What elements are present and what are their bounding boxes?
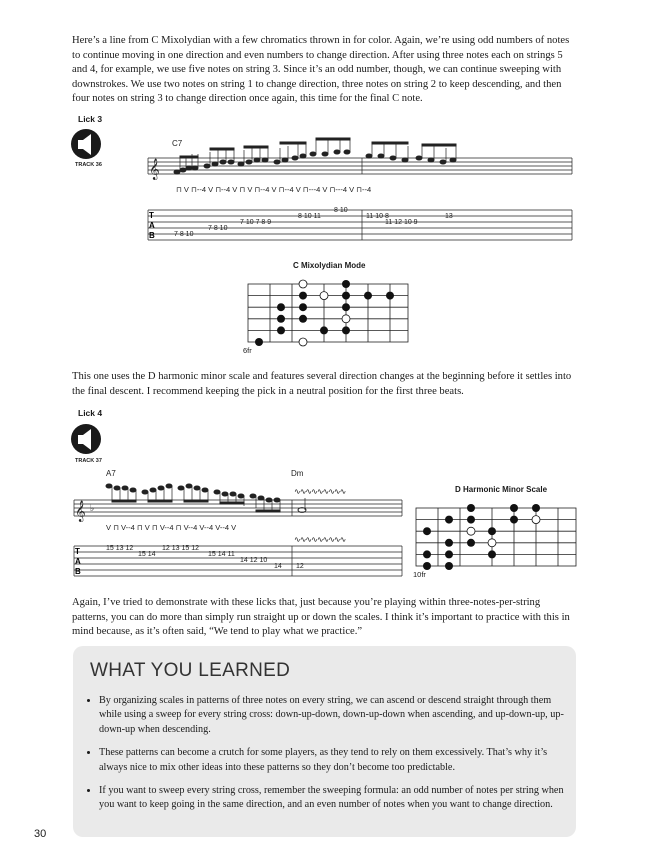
lick3-tab-string2c: 13 — [445, 213, 453, 220]
c-mixolydian-title: C Mixolydian Mode — [293, 261, 366, 270]
lick4-chord1: A7 — [106, 469, 116, 478]
audio-track-icon — [70, 128, 104, 162]
lick3-pick-pattern: ⊓ V ⊓--4 V ⊓--4 V ⊓ V ⊓--4 V ⊓--4 V ⊓---4 V ⊓---4 V ⊓--4 — [176, 185, 372, 194]
lick4-tab-string4b: 12 — [296, 563, 304, 570]
svg-text:T: T — [149, 211, 154, 220]
audio-track-icon — [70, 423, 104, 457]
lick3-label: Lick 3 — [78, 114, 103, 124]
lick3-tab-string3a: 7 10 7 8 9 — [240, 219, 272, 226]
c-mixolydian-diagram — [244, 276, 414, 356]
lick3-chord: C7 — [172, 139, 183, 148]
lick4-notation — [70, 466, 410, 582]
svg-text:𝄞: 𝄞 — [75, 501, 86, 521]
svg-text:A: A — [75, 557, 81, 566]
lick3-notation — [140, 134, 580, 244]
lick4-track: TRACK 37 — [75, 458, 102, 464]
learned-bullet: • These patterns can become a crutch for some players, as they tend to rely on them excessively. That’s why it’s always nice to mix other ideas into these patterns so they don’t become too predictable. — [99, 746, 569, 775]
svg-text:B: B — [75, 567, 81, 576]
lick4-tab-string1c: 15 14 — [138, 551, 156, 558]
lick3-tab-string4: 7 8 10 — [208, 225, 228, 232]
lick4-tab-string1: 15 13 12 — [106, 545, 134, 552]
lick4-tab-string1b: 12 13 15 12 — [162, 545, 199, 552]
closing-paragraph: Again, I’ve tried to demonstrate with these licks that, just because you’re playing within three-notes-per-string patterns, you can do more than simply run straight up or down the scales. I think it’s important to practice with this in mind because, as it’s often said, “We tend to play what we practice.” — [72, 597, 570, 638]
svg-text:T: T — [75, 547, 80, 556]
svg-text:B: B — [149, 231, 155, 240]
svg-text:∿∿∿∿∿∿∿∿∿: ∿∿∿∿∿∿∿∿∿ — [294, 535, 346, 544]
lick3-tab-string2b: 11 10 8 — [366, 213, 389, 220]
lick4-tab-string4: 14 — [274, 563, 282, 570]
learned-bullet: • By organizing scales in patterns of three notes on every string, we can ascend or descend straight through them while using a sweep for every string cross: down-up-down, down-up-down when ascending, and up-down-up, up-down-up when descending. — [99, 694, 569, 737]
what-you-learned-box — [73, 646, 576, 837]
svg-text:∿∿∿∿∿∿∿∿∿: ∿∿∿∿∿∿∿∿∿ — [294, 487, 346, 496]
lick4-pick-pattern: V ⊓ V--4 ⊓ V ⊓ V--4 ⊓ V--4 V--4 V--4 V — [106, 523, 237, 532]
what-you-learned-list — [86, 694, 569, 822]
lick3-tab-string3b: 11 12 10 9 — [385, 219, 418, 226]
lick3-track: TRACK 36 — [75, 162, 102, 168]
lick3-tab-string5: 7 8 10 — [174, 231, 194, 238]
d-harmonic-minor-title: D Harmonic Minor Scale — [455, 485, 548, 494]
svg-text:♭: ♭ — [90, 503, 95, 513]
lick4-tab-string3: 14 12 10 — [240, 557, 268, 564]
lick4-tab-string2: 15 14 11 — [208, 551, 235, 558]
lick4-label: Lick 4 — [78, 408, 103, 418]
page-number: 30 — [34, 828, 47, 840]
d-harmonic-minor-fret: 10fr — [413, 570, 426, 579]
d-harmonic-minor-diagram — [412, 500, 582, 580]
svg-text:𝄞: 𝄞 — [149, 159, 160, 179]
svg-text:A: A — [149, 221, 155, 230]
middle-paragraph: This one uses the D harmonic minor scale and features several direction changes at the beginning before it settles into the final descent. I recommend keeping the pick in a neutral position for the first three beats. — [72, 371, 572, 397]
lick3-tab-string1: 8 10 — [334, 207, 348, 214]
learned-bullet: • If you want to sweep every string cross, remember the sweeping formula: an odd number of notes per string when you want to keep going in the same direction, and an even number of notes when you want to change direction. — [99, 784, 569, 813]
lick3-tab-string2a: 8 10 11 — [298, 213, 321, 220]
what-you-learned-heading: WHAT YOU LEARNED — [90, 660, 291, 681]
c-mixolydian-fret: 6fr — [243, 346, 252, 355]
lick4-chord2: Dm — [291, 469, 304, 478]
intro-paragraph: Here’s a line from C Mixolydian with a few chromatics thrown in for color. Again, we’re using odd numbers of notes to continue moving in one direction and even numbers to change direction. After using three notes each on strings 5 and 4, for example, we use five notes on string 3. Since it’s an odd number, though, we can continue sweeping with downstrokes. We use two notes on string 1 to change direction, three notes on string 2 to keep descending, and then four notes on string 3 to change direction once again, this time for the final C note. — [72, 35, 570, 105]
